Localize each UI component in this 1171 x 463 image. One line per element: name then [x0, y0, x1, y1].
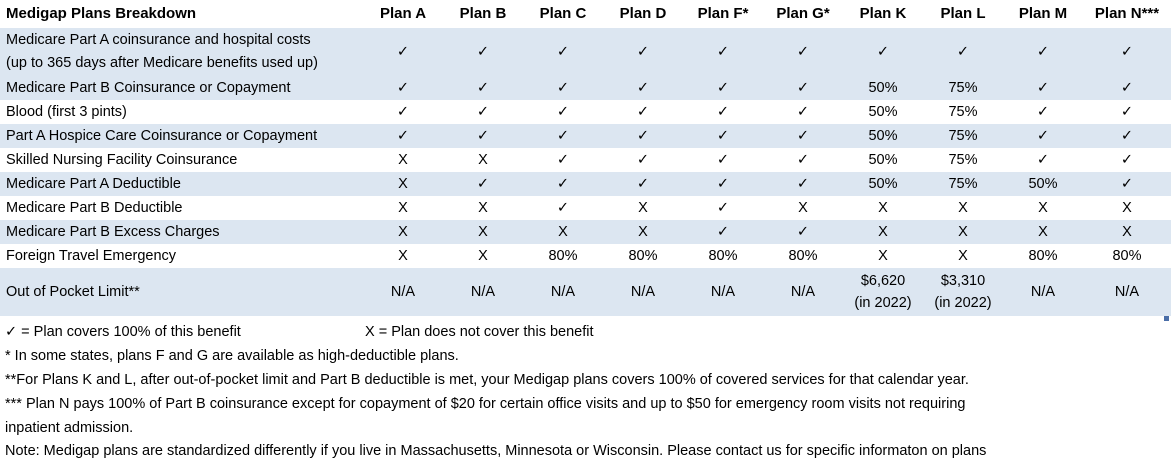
check-icon: ✓: [763, 220, 843, 244]
cell-value-line: (in 2022): [934, 295, 992, 311]
row-label-line: (up to 365 days after Medicare benefits used up): [6, 55, 318, 71]
x-mark: X: [878, 248, 888, 264]
check-icon: ✓: [683, 76, 763, 100]
row-label-line: Medicare Part A coinsurance and hospital costs: [6, 32, 311, 48]
cell-value: N/A: [683, 268, 763, 316]
check-icon: ✓: [1003, 76, 1083, 100]
cell-value: 80%: [1028, 248, 1058, 264]
check-icon: ✓: [556, 104, 570, 120]
resize-handle: [1164, 316, 1169, 321]
note-star1: * In some states, plans F and G are available as high-deductible plans.: [5, 348, 459, 364]
cell-value: 80%: [708, 248, 738, 264]
x-mark: X: [478, 248, 488, 264]
plan-header: Plan N***: [1094, 5, 1160, 22]
check-icon: ✓: [923, 28, 1003, 76]
check-icon: ✓: [636, 104, 650, 120]
check-icon: ✓: [603, 28, 683, 76]
table-title: Medigap Plans Breakdown: [6, 5, 197, 22]
check-icon: ✓: [1120, 152, 1134, 168]
check-icon: ✓: [523, 76, 603, 100]
cell-value: N/A: [1083, 268, 1171, 316]
x-mark: X: [603, 220, 683, 244]
cell-value: 80%: [788, 248, 818, 264]
x-mark: X: [878, 200, 888, 216]
cell-value: N/A: [363, 268, 443, 316]
check-icon: ✓: [763, 124, 843, 148]
plan-header: Plan A: [379, 5, 427, 22]
check-icon: ✓: [796, 152, 810, 168]
x-mark: X: [398, 200, 408, 216]
row-label: Out of Pocket Limit**: [0, 268, 363, 316]
legend-check: ✓ = Plan covers 100% of this benefit: [5, 324, 241, 340]
header-row: [0, 0, 1171, 28]
check-icon: ✓: [363, 124, 443, 148]
x-mark: X: [363, 172, 443, 196]
x-mark: X: [1038, 200, 1048, 216]
check-icon: ✓: [443, 124, 523, 148]
cell-value: 80%: [548, 248, 578, 264]
table-row: [0, 28, 1171, 76]
check-icon: ✓: [1083, 76, 1171, 100]
x-mark: X: [843, 220, 923, 244]
plan-header: Plan M: [1018, 5, 1068, 22]
row-label: Medicare Part B Coinsurance or Copayment: [0, 76, 363, 100]
table-row: [0, 76, 1171, 100]
cell-value: N/A: [1003, 268, 1083, 316]
x-mark: X: [398, 152, 408, 168]
row-label: Skilled Nursing Facility Coinsurance: [6, 152, 238, 168]
check-icon: ✓: [683, 124, 763, 148]
row-label: [0, 28, 363, 76]
x-mark: X: [798, 200, 808, 216]
cell-value-line: (in 2022): [854, 295, 912, 311]
check-icon: ✓: [556, 152, 570, 168]
note-star3-line2: inpatient admission.: [5, 420, 134, 436]
check-icon: ✓: [396, 104, 410, 120]
x-mark: X: [478, 200, 488, 216]
cell-value: 50%: [843, 124, 923, 148]
check-icon: ✓: [443, 172, 523, 196]
cell-value: 50%: [1003, 172, 1083, 196]
check-icon: ✓: [796, 104, 810, 120]
check-icon: ✓: [683, 172, 763, 196]
check-icon: ✓: [363, 28, 443, 76]
check-icon: ✓: [1083, 172, 1171, 196]
row-label: Part A Hospice Care Coinsurance or Copayment: [0, 124, 363, 148]
cell-value: 50%: [843, 76, 923, 100]
check-icon: ✓: [1036, 152, 1050, 168]
table-row: [0, 148, 1171, 172]
check-icon: ✓: [1083, 28, 1171, 76]
x-mark: X: [1003, 220, 1083, 244]
check-icon: ✓: [636, 152, 650, 168]
note-star2: **For Plans K and L, after out-of-pocket limit and Part B deductible is met, your Medigap plans covers 100% of covered services for that calendar year.: [5, 372, 969, 388]
cell-value: N/A: [443, 268, 523, 316]
table-row: [0, 268, 1171, 316]
table-row: [0, 196, 1171, 220]
table-row: [0, 100, 1171, 124]
note-star3-line1: *** Plan N pays 100% of Part B coinsurance except for copayment of $20 for certain office visits and up to $50 for emergency room visits not requiring: [5, 396, 966, 412]
row-label: Blood (first 3 pints): [6, 104, 127, 120]
x-mark: X: [443, 220, 523, 244]
check-icon: ✓: [716, 200, 730, 216]
cell-value: 50%: [868, 152, 898, 168]
table-row: [0, 172, 1171, 196]
x-mark: X: [523, 220, 603, 244]
plan-header: Plan F*: [697, 5, 749, 22]
check-icon: ✓: [523, 172, 603, 196]
x-mark: X: [363, 220, 443, 244]
cell-value-line: $3,310: [940, 273, 986, 289]
check-icon: ✓: [443, 76, 523, 100]
plan-header: Plan B: [459, 5, 507, 22]
plan-header: Plan C: [539, 5, 587, 22]
check-icon: ✓: [603, 76, 683, 100]
cell-value: 50%: [868, 104, 898, 120]
check-icon: ✓: [476, 104, 490, 120]
cell-value: 80%: [1112, 248, 1142, 264]
check-icon: ✓: [363, 76, 443, 100]
cell-value: 75%: [923, 172, 1003, 196]
plan-header: Plan L: [940, 5, 986, 22]
cell-value: 50%: [843, 172, 923, 196]
row-label: Medicare Part B Deductible: [6, 200, 183, 216]
check-icon: ✓: [556, 200, 570, 216]
check-icon: ✓: [683, 28, 763, 76]
cell-value: [843, 268, 923, 316]
cell-value: 75%: [923, 124, 1003, 148]
row-label: Medicare Part B Excess Charges: [0, 220, 363, 244]
check-icon: ✓: [603, 124, 683, 148]
legend-x: X = Plan does not cover this benefit: [365, 324, 594, 340]
plan-header: Plan G*: [776, 5, 830, 22]
check-icon: ✓: [443, 28, 523, 76]
check-icon: ✓: [763, 28, 843, 76]
check-icon: ✓: [716, 152, 730, 168]
cell-value: N/A: [763, 268, 843, 316]
x-mark: X: [958, 248, 968, 264]
check-icon: ✓: [523, 28, 603, 76]
cell-value: 75%: [948, 104, 978, 120]
x-mark: X: [398, 248, 408, 264]
check-icon: ✓: [716, 104, 730, 120]
note-states: Note: Medigap plans are standardized differently if you live in Massachusetts, Minnesota or Wisconsin. Please contact us for specific informaton on plans: [5, 443, 987, 459]
check-icon: ✓: [763, 76, 843, 100]
table-row: [0, 124, 1171, 148]
x-mark: X: [1122, 200, 1132, 216]
check-icon: ✓: [843, 28, 923, 76]
x-mark: X: [638, 200, 648, 216]
table-row: [0, 244, 1171, 268]
check-icon: ✓: [1003, 28, 1083, 76]
check-icon: ✓: [603, 172, 683, 196]
cell-value: N/A: [523, 268, 603, 316]
row-label: Foreign Travel Emergency: [6, 248, 177, 264]
check-icon: ✓: [1120, 104, 1134, 120]
cell-value: [923, 268, 1003, 316]
cell-value: N/A: [603, 268, 683, 316]
cell-value: 80%: [628, 248, 658, 264]
table-row: [0, 220, 1171, 244]
check-icon: ✓: [763, 172, 843, 196]
row-label: Medicare Part A Deductible: [0, 172, 363, 196]
cell-value-line: $6,620: [860, 273, 906, 289]
plan-header: Plan D: [619, 5, 667, 22]
check-icon: ✓: [1083, 124, 1171, 148]
x-mark: X: [923, 220, 1003, 244]
x-mark: X: [478, 152, 488, 168]
x-mark: X: [958, 200, 968, 216]
x-mark: X: [1083, 220, 1171, 244]
cell-value: 75%: [923, 76, 1003, 100]
check-icon: ✓: [1036, 104, 1050, 120]
check-icon: ✓: [1003, 124, 1083, 148]
cell-value: 75%: [948, 152, 978, 168]
plan-header: Plan K: [859, 5, 907, 22]
check-icon: ✓: [683, 220, 763, 244]
check-icon: ✓: [523, 124, 603, 148]
